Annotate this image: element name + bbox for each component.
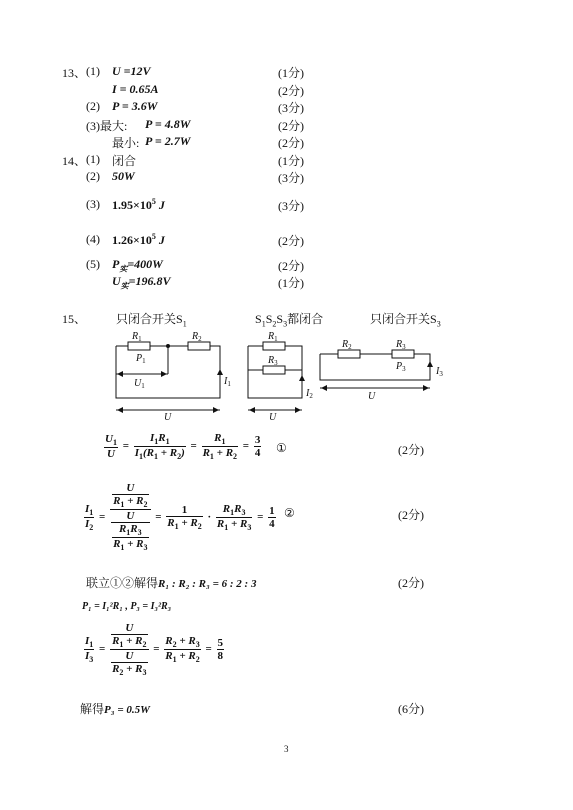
- c3-p3-label: $P_3$: [396, 361, 406, 373]
- circuit-1: [116, 342, 220, 410]
- q13-line5-formula: P = 2.7W: [145, 134, 191, 148]
- equation-2-mark: ②: [284, 506, 295, 520]
- q13-line2-formula: I = 0.65A: [112, 82, 159, 96]
- equation-1-score: (2分): [398, 443, 424, 457]
- q14-line3-score: (3分): [278, 199, 304, 213]
- c3-r3-label: $R_3$: [396, 339, 406, 351]
- q13-line1-formula: U =12V: [112, 64, 151, 78]
- caption-circuit-3: 只闭合开关$S_3$: [370, 312, 441, 329]
- q13-line5-score: (2分): [278, 136, 304, 150]
- circuit-2: [248, 342, 302, 410]
- equation-3: $\frac{I_1}{I_3}$ = $\frac{\frac{U}{R_1 + R_2}}{\frac{U}{R_2 + R_3}}$ = $\frac{R_2 + R_3}{R_1 + R_2}$ = $\frac{5}{8}$: [85, 622, 224, 678]
- c3-u-label: U: [368, 391, 376, 402]
- q14-line6-formula: $U_实=196.8V$: [112, 274, 171, 291]
- equation-1: $\frac{U_1}{U}$ = $\frac{I_1R_1}{I_1(R_1 + R_2)}$ = $\frac{R_1}{R_1 + R_2}$ = $\frac{3}{4}$: [105, 432, 261, 462]
- q14-line4-score: (2分): [278, 234, 304, 248]
- equation-2: $\frac{I_1}{I_2}$ = $\frac{\frac{U}{R_1 + R_2}}{\frac{U}{\frac{R_1R_3}{R_1 + R_3}}}$ = $\frac{1}{R_1 + R_2}$ · $\frac{R_1R_3}{R_1 + R_3}$ = $\frac{1}{4}$: [85, 482, 275, 553]
- q14-line4-prefix: (4): [86, 232, 100, 246]
- q13-line3-formula: P = 3.6W: [112, 99, 158, 113]
- circuit-3: [320, 350, 430, 388]
- equation-1-mark: ①: [276, 441, 287, 455]
- q14-line3-prefix: (3): [86, 197, 100, 211]
- c3-r2-label: $R_2$: [342, 339, 352, 351]
- q14-line1-score: (1分): [278, 154, 304, 168]
- q13-line3-score: (3分): [278, 101, 304, 115]
- q13-number: 13、: [62, 66, 87, 80]
- caption-circuit-2: $S_1S_2S_3$都闭合: [255, 312, 324, 329]
- c2-r3-label: $R_3$: [268, 355, 278, 367]
- c2-u-label: U: [269, 412, 277, 420]
- combine-line: 联立①②解得R₁ : R₂ : R₃ = 6 : 2 : 3: [86, 576, 257, 590]
- q13-line1-prefix: (1): [86, 64, 100, 78]
- page-number: 3: [284, 744, 289, 754]
- final-score: (6分): [398, 702, 424, 716]
- c1-i1-label: $I_1$: [224, 376, 231, 388]
- q14-line1-text: 闭合: [112, 154, 137, 168]
- c1-p1-label: $P_1$: [136, 353, 146, 365]
- c1-r1-label: $R_1$: [132, 331, 142, 343]
- q14-line4-formula: $1.26\times 10^5$ J: [112, 232, 165, 247]
- q14-number: 14、: [62, 154, 87, 168]
- q13-line4-score: (2分): [278, 119, 304, 133]
- q14-line3-formula: $1.95\times 10^5$ J: [112, 197, 165, 212]
- c3-i3-label: $I_3$: [436, 366, 443, 378]
- combine-score: (2分): [398, 576, 424, 590]
- c2-r1-label: $R_1$: [268, 331, 278, 343]
- circuit-diagrams: [108, 326, 448, 420]
- equation-2-score: (2分): [398, 508, 424, 522]
- q15-number: 15、: [62, 312, 87, 326]
- q13-line1-score: (1分): [278, 66, 304, 80]
- q14-line2-prefix: (2): [86, 169, 100, 183]
- q14-line5-prefix: (5): [86, 257, 100, 271]
- caption-circuit-1: 只闭合开关$S_1$: [116, 312, 187, 329]
- c1-r2-label: $R_2$: [192, 331, 202, 343]
- c1-u1-label: $U_1$: [134, 378, 145, 390]
- q14-line5-formula: $P_实=400W$: [112, 257, 163, 274]
- final-line: 解得P₃ = 0.5W: [80, 702, 150, 716]
- q14-line5-score: (2分): [278, 259, 304, 273]
- c2-i2-label: $I_2$: [306, 388, 313, 400]
- c1-u-label: U: [164, 412, 172, 420]
- q14-line6-score: (1分): [278, 276, 304, 290]
- q13-line3-prefix: (2): [86, 99, 100, 113]
- power-relations: P₁ = I₁²R₁ , P₃ = I₃²R₃: [82, 601, 172, 612]
- q13-line4-formula: P = 4.8W: [145, 117, 191, 131]
- q14-line1-prefix: (1): [86, 152, 100, 166]
- q13-line2-score: (2分): [278, 84, 304, 98]
- q13-line5-prefix: 最小:: [112, 136, 140, 150]
- q13-line4-prefix: (3)最大:: [86, 119, 128, 133]
- q14-line2-score: (3分): [278, 171, 304, 185]
- q14-line2-formula: 50W: [112, 169, 135, 183]
